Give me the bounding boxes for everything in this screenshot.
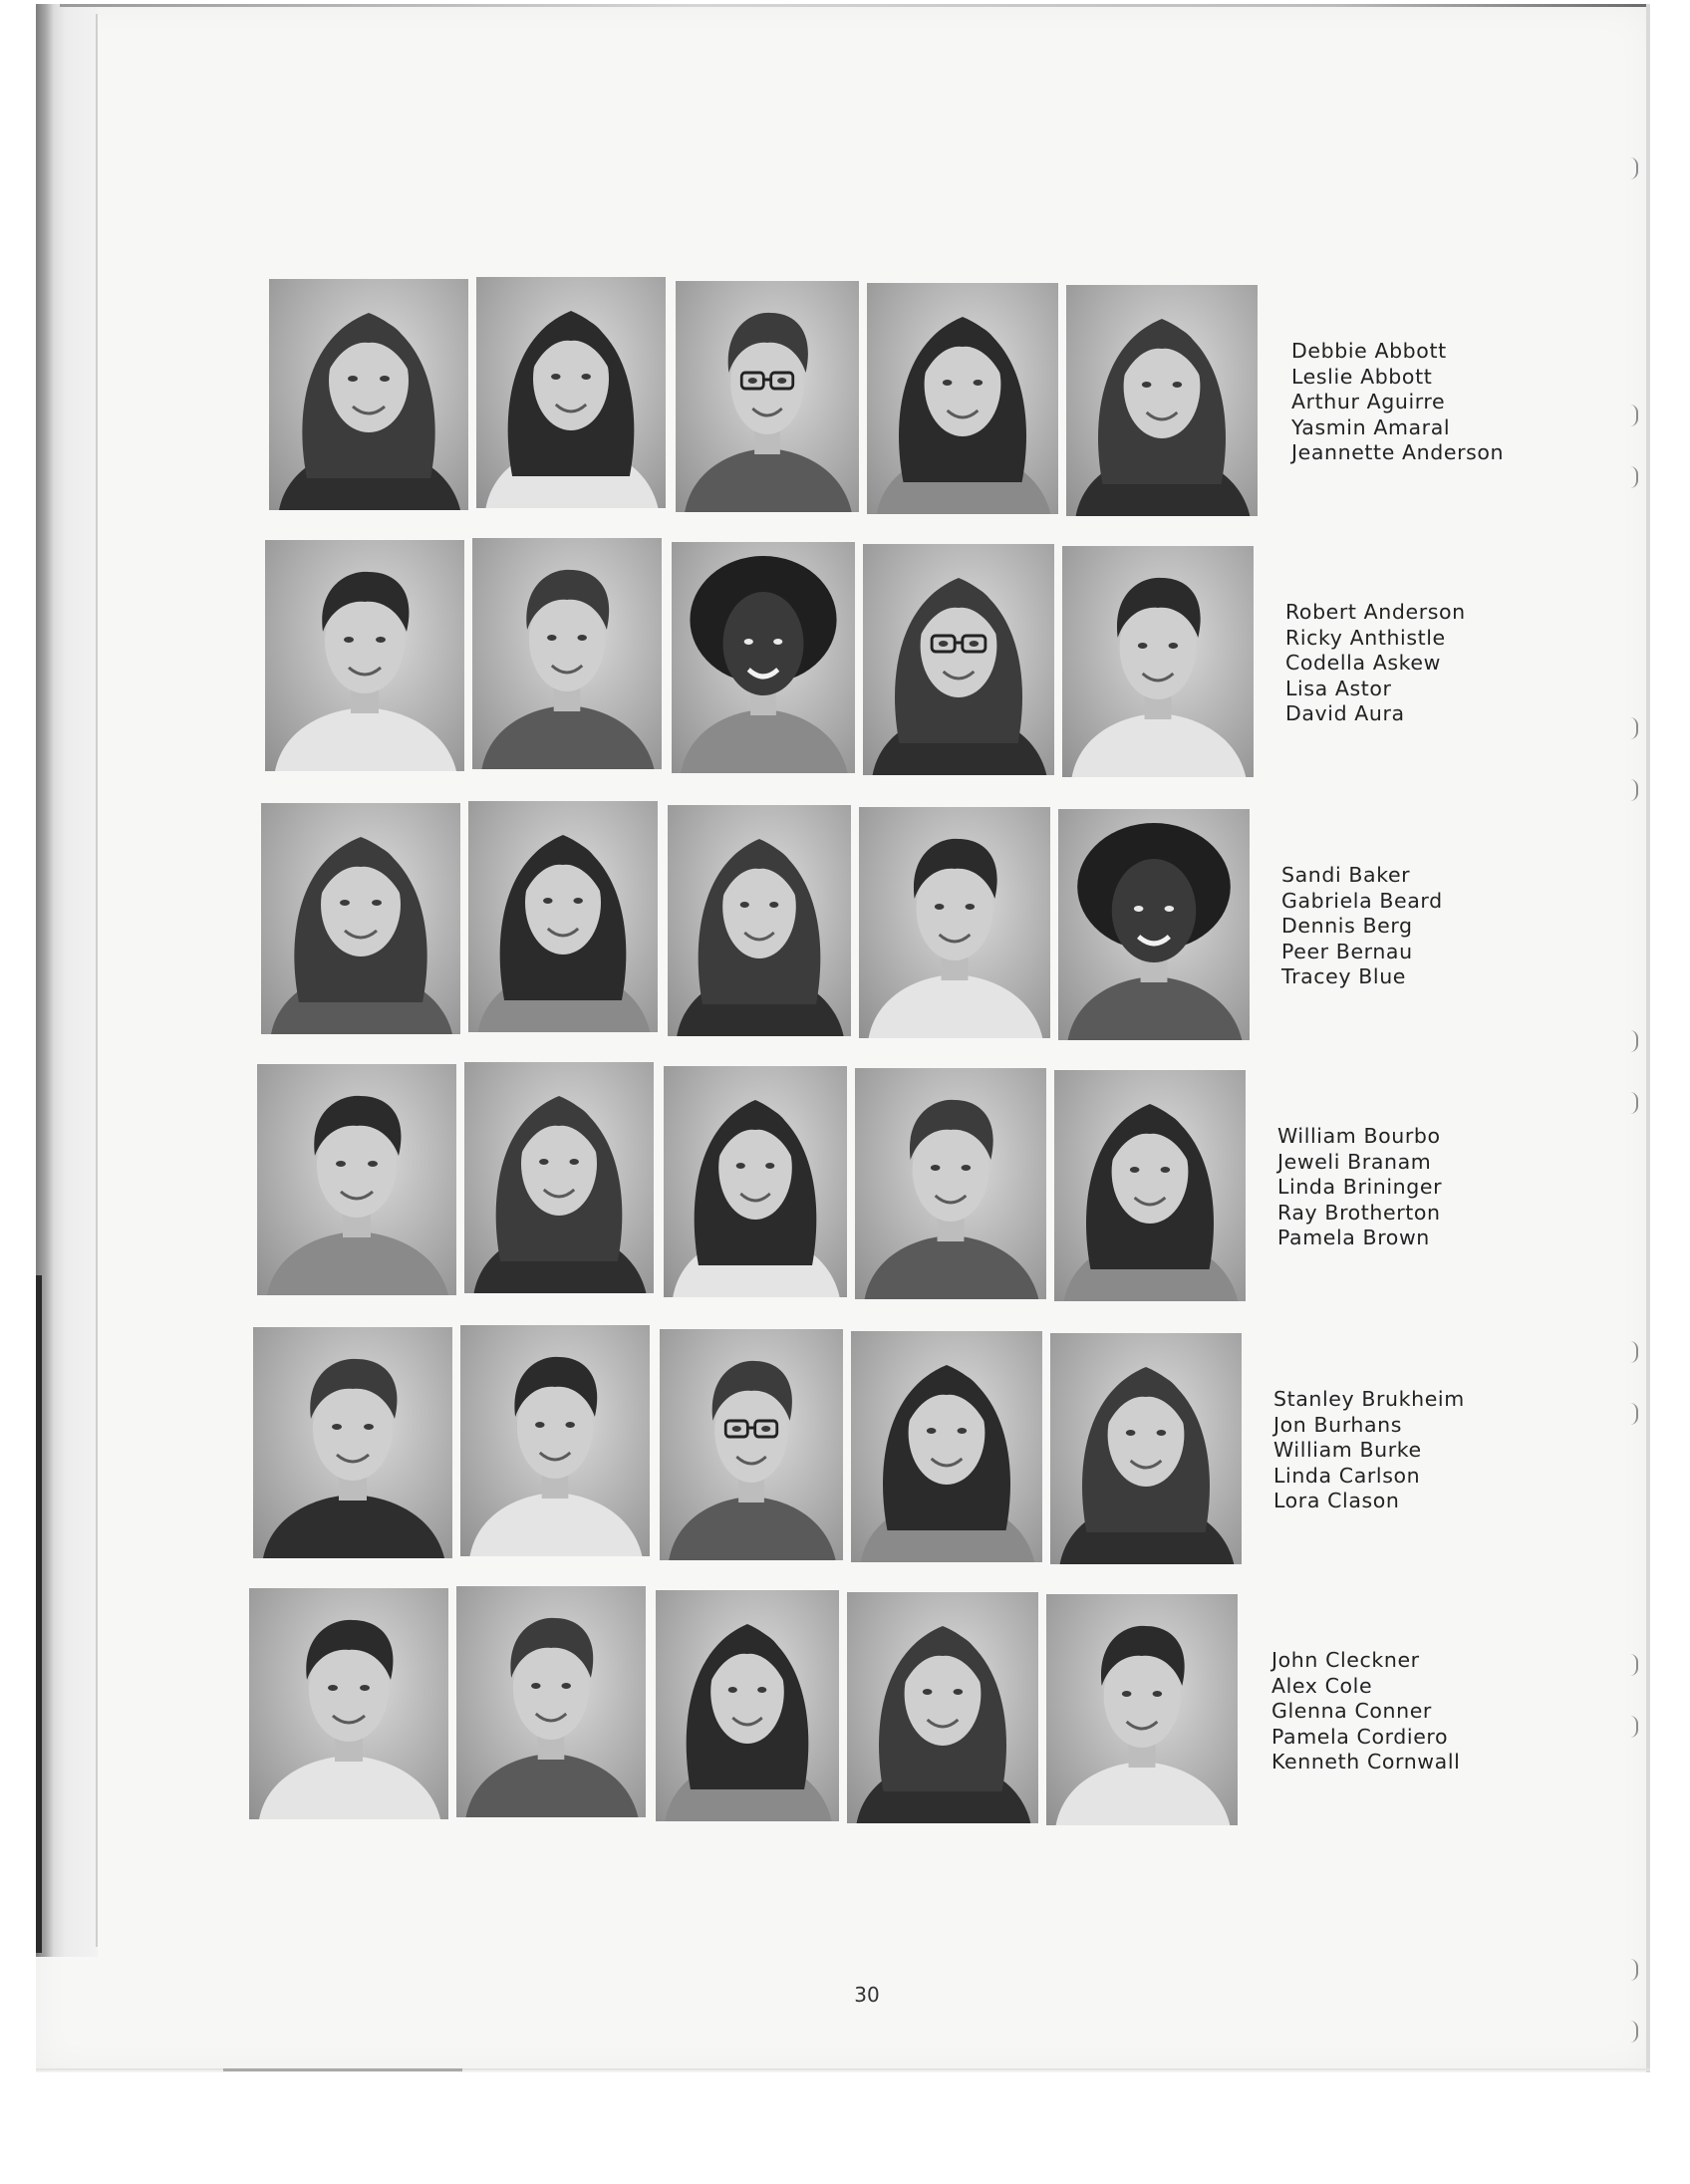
student-name: Pamela Brown [1277, 1226, 1430, 1249]
student-photo [249, 1588, 448, 1819]
student-name: Jeweli Branam [1277, 1149, 1432, 1174]
student-name: Ray Brotherton [1277, 1200, 1441, 1225]
student-name: Dennis Berg [1281, 914, 1413, 938]
student-name: Jon Burhans [1273, 1412, 1403, 1437]
student-name: William Burke [1273, 1438, 1422, 1462]
student-photo [660, 1329, 843, 1560]
student-name: Ricky Anthistle [1285, 625, 1446, 650]
student-name: Debbie Abbott [1291, 339, 1447, 363]
name-list [1291, 339, 1504, 466]
student-name: Lora Clason [1273, 1489, 1400, 1512]
student-name: Codella Askew [1285, 651, 1441, 675]
student-photo [855, 1068, 1046, 1299]
binding-crease [96, 14, 98, 1947]
student-name: Yasmin Amaral [1291, 414, 1451, 439]
student-photo [464, 1062, 654, 1293]
student-name: Tracey Blue [1281, 964, 1406, 988]
student-name: Stanley Brukheim [1273, 1387, 1465, 1411]
student-name: Linda Carlson [1273, 1463, 1421, 1488]
student-name: Jeannette Anderson [1291, 440, 1505, 464]
student-name: Lisa Astor [1285, 676, 1392, 700]
student-photo [847, 1592, 1038, 1823]
student-photo [460, 1325, 650, 1556]
student-name: Linda Brininger [1277, 1175, 1443, 1199]
student-photo [472, 538, 662, 769]
student-name: Kenneth Cornwall [1271, 1750, 1461, 1774]
student-photo [867, 283, 1058, 514]
student-photo [1050, 1333, 1242, 1564]
student-name: David Aura [1285, 701, 1405, 725]
student-photo [859, 807, 1050, 1038]
student-photo [676, 281, 859, 512]
student-name: Peer Bernau [1281, 939, 1413, 963]
name-list [1277, 1124, 1442, 1251]
student-photo [456, 1586, 646, 1817]
student-photo [672, 542, 855, 773]
student-photo [261, 803, 460, 1034]
student-photo [1046, 1594, 1238, 1825]
student-photo [668, 805, 851, 1036]
student-photo [1058, 809, 1250, 1040]
student-photo [664, 1066, 847, 1297]
student-photo [1054, 1070, 1246, 1301]
student-name: Arthur Aguirre [1291, 390, 1446, 413]
student-name: Robert Anderson [1285, 600, 1466, 624]
page-right-edge [1646, 4, 1650, 2072]
page-number: 30 [854, 1983, 880, 2007]
student-name: Leslie Abbott [1291, 364, 1433, 389]
student-photo [265, 540, 464, 771]
student-photo [656, 1590, 839, 1821]
student-photo [1066, 285, 1258, 516]
page-top-edge [60, 4, 1650, 7]
student-photo [851, 1331, 1042, 1562]
binding-shadow [36, 4, 98, 1957]
student-photo [476, 277, 666, 508]
name-list [1281, 863, 1443, 990]
name-list [1271, 1648, 1460, 1775]
page-bottom-scuff [223, 2068, 462, 2071]
name-list [1273, 1387, 1465, 1514]
student-name: William Bourbo [1277, 1124, 1441, 1148]
student-name: Pamela Cordiero [1271, 1724, 1449, 1749]
student-photo [468, 801, 658, 1032]
student-photo [1062, 546, 1254, 777]
student-name: Sandi Baker [1281, 863, 1411, 887]
name-list [1285, 600, 1466, 727]
student-photo [269, 279, 468, 510]
student-name: Glenna Conner [1271, 1699, 1432, 1723]
student-name: Alex Cole [1271, 1673, 1373, 1698]
student-photo [253, 1327, 452, 1558]
binding-edge [36, 1275, 42, 1953]
student-photo [863, 544, 1054, 775]
student-photo [257, 1064, 456, 1295]
student-name: Gabriela Beard [1281, 888, 1443, 913]
student-name: John Cleckner [1271, 1648, 1420, 1672]
